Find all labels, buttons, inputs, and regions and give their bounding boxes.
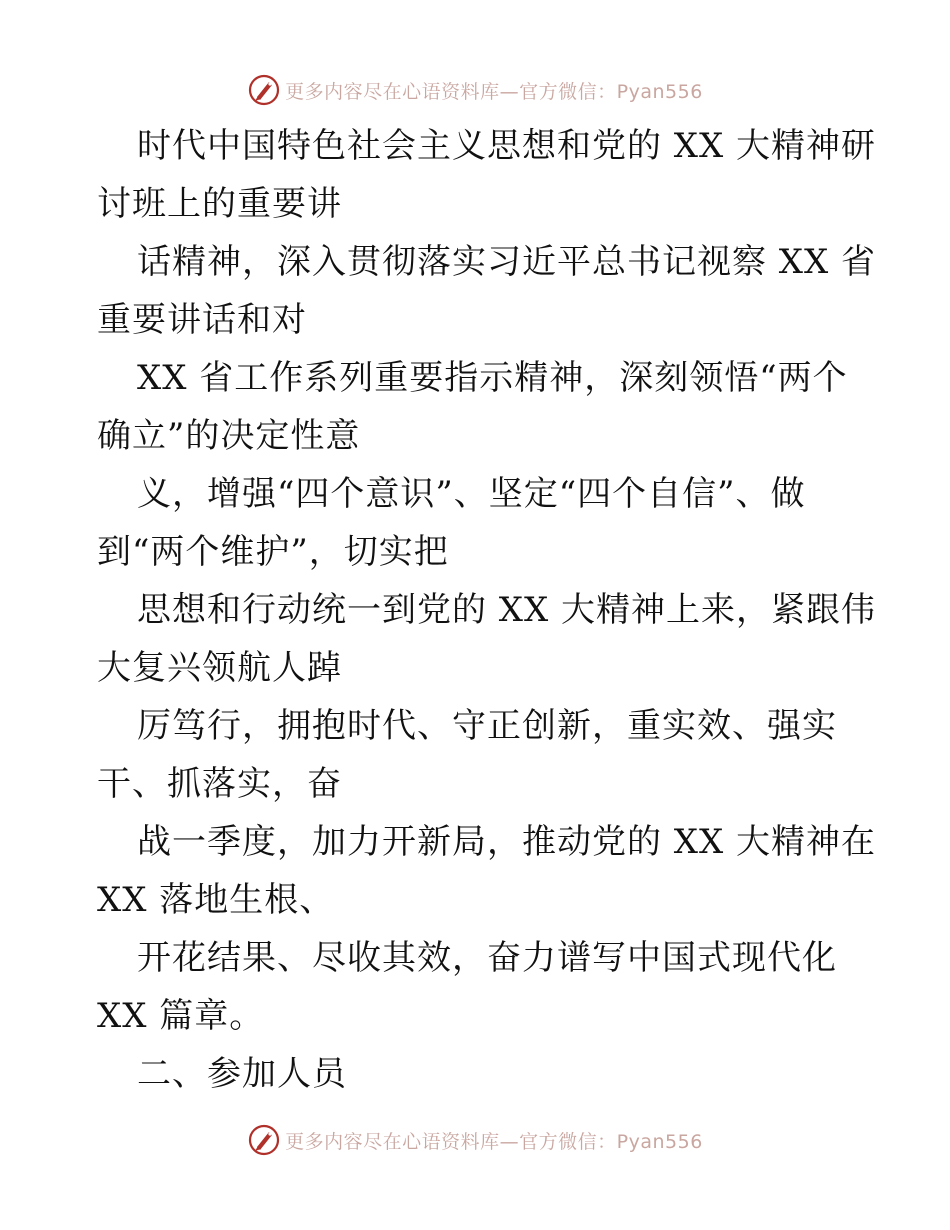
text-line: XX 篇章。 [97, 996, 265, 1036]
text-line: XX 省工作系列重要指示精神，深刻领悟“两个 [137, 358, 848, 398]
text-line: 开花结果、尽收其效，奋力谱写中国式现代化 [137, 938, 837, 978]
text-line: 到“两个维护”，切实把 [97, 532, 449, 572]
text-line: 思想和行动统一到党的 XX 大精神上来，紧跟伟 [137, 590, 877, 630]
text-line: 确立”的决定性意 [97, 416, 361, 456]
text-line: XX 落地生根、 [97, 880, 335, 920]
text-line: 重要讲话和对 [97, 300, 307, 340]
text-line: 时代中国特色社会主义思想和党的 XX 大精神研 [137, 126, 877, 166]
text-line: 讨班上的重要讲 [97, 184, 342, 224]
text-line: 话精神，深入贯彻落实习近平总书记视察 XX 省 [137, 242, 877, 282]
pen-nib-logo-icon [247, 73, 281, 107]
header-watermark [0, 70, 950, 110]
text-line: 义，增强“四个意识”、坚定“四个自信”、做 [137, 474, 806, 514]
header-watermark-text: 更多内容尽在心语资料库—官方微信：Pyan556 [285, 80, 703, 103]
text-line: 干、抓落实，奋 [97, 764, 342, 804]
footer-watermark-text: 更多内容尽在心语资料库—官方微信：Pyan556 [285, 1130, 703, 1153]
footer-watermark [0, 1120, 950, 1160]
text-line: 战一季度，加力开新局，推动党的 XX 大精神在 [137, 822, 877, 862]
section-heading: 二、参加人员 [137, 1054, 347, 1094]
text-line: 厉笃行，拥抱时代、守正创新，重实效、强实 [137, 706, 837, 746]
text-line: 大复兴领航人踔 [97, 648, 342, 688]
pen-nib-logo-icon [247, 1123, 281, 1157]
